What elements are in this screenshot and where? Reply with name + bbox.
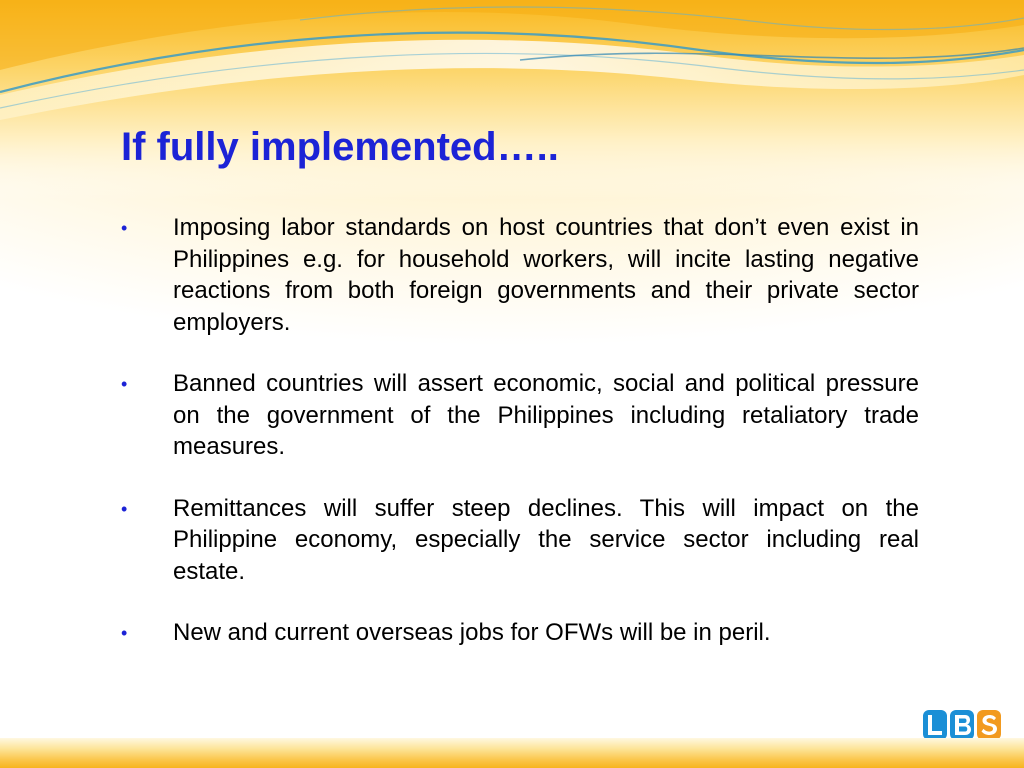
bullet-list	[121, 212, 919, 679]
footer-band-decoration	[0, 738, 1024, 768]
bullet-icon: •	[121, 623, 128, 643]
bullet-icon: •	[121, 374, 128, 394]
slide-title: If fully implemented…..	[121, 125, 559, 169]
lbs-logo-icon	[922, 708, 1002, 742]
bullet-text: Banned countries will assert economic, social and political pressure on the government of the Philippines including retaliatory trade measures.	[173, 370, 919, 460]
bullet-text: Remittances will suffer steep declines. This will impact on the Philippine economy, especially the service sector including real estate.	[173, 494, 919, 585]
bullet-text: New and current overseas jobs for OFWs will be in peril.	[173, 619, 771, 646]
bullet-item	[121, 212, 919, 338]
bullet-text: Imposing labor standards on host countries that don’t even exist in Philippines e.g. for household workers, will incite lasting negative reactions from both foreign governments and their private sector employers.	[173, 214, 919, 336]
bullet-icon: •	[121, 218, 128, 238]
bullet-icon: •	[121, 498, 128, 519]
bullet-item	[121, 617, 919, 649]
bullet-item	[121, 493, 919, 588]
bullet-item	[121, 368, 919, 463]
